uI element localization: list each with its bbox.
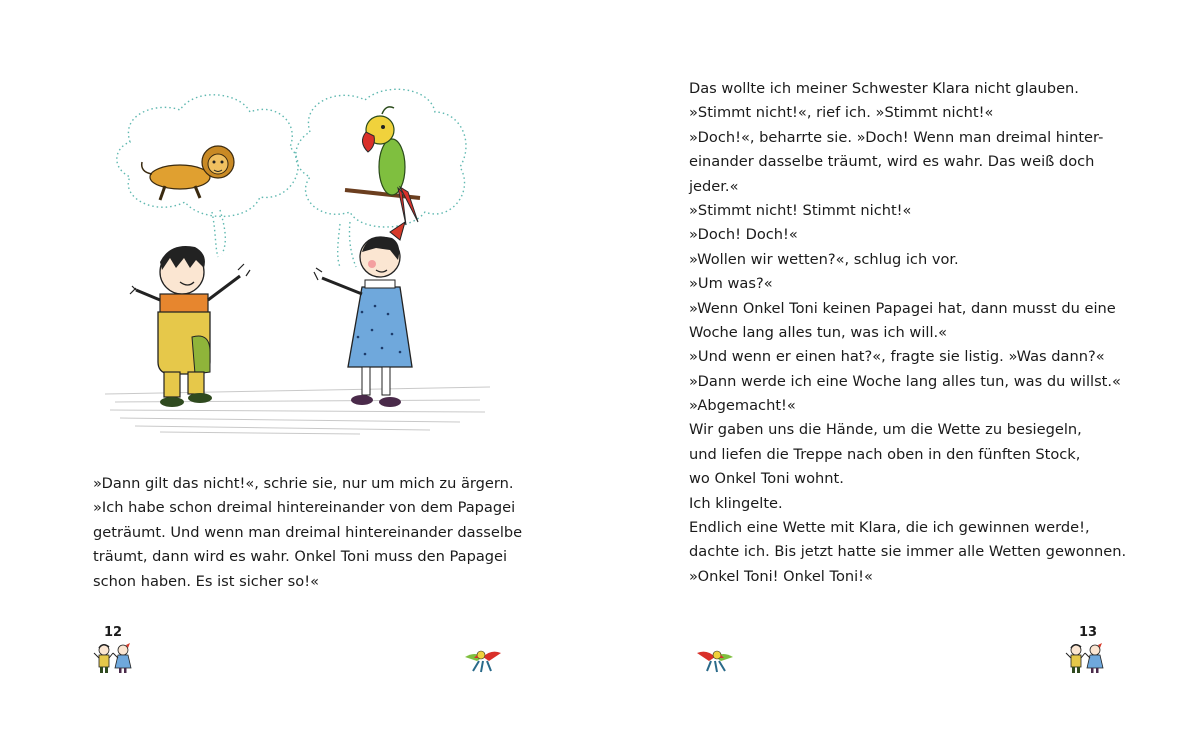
text-line: »Doch! Doch!« bbox=[689, 226, 798, 244]
kids-icon bbox=[91, 641, 137, 675]
parrot-icon bbox=[693, 643, 737, 673]
text-line: Wir gaben uns die Hände, um die Wette zu besiegeln, bbox=[689, 421, 1082, 439]
text-line: »Abgemacht!« bbox=[689, 397, 796, 415]
text-line: Endlich eine Wette mit Klara, die ich gewinnen werde!, bbox=[689, 519, 1090, 537]
children-dreaming-illustration bbox=[100, 82, 500, 447]
text-line: Woche lang alles tun, was ich will.« bbox=[689, 323, 948, 341]
text-line: einander dasselbe träumt, wird es wahr. Das weiß doch bbox=[689, 153, 1095, 171]
text-line: schon haben. Es ist sicher so!« bbox=[93, 572, 319, 590]
text-line: »Wenn Onkel Toni keinen Papagei hat, dann musst du eine bbox=[689, 299, 1116, 317]
text-line: »Dann gilt das nicht!«, schrie sie, nur um mich zu ärgern. bbox=[93, 475, 514, 492]
left-page-text bbox=[93, 472, 522, 594]
text-line: »Onkel Toni! Onkel Toni!« bbox=[689, 567, 873, 585]
text-line: jeder.« bbox=[689, 177, 739, 195]
text-line: »Dann werde ich eine Woche lang alles tun, was du willst.« bbox=[689, 372, 1121, 390]
text-line: »Um was?« bbox=[689, 275, 773, 293]
text-line: träumt, dann wird es wahr. Onkel Toni muss den Papagei bbox=[93, 548, 508, 566]
parrot-icon bbox=[461, 643, 505, 673]
ground-shading bbox=[105, 387, 490, 434]
text-line: und liefen die Treppe nach oben in den fünften Stock, bbox=[689, 445, 1081, 463]
text-line: dachte ich. Bis jetzt hatte sie immer alle Wetten gewonnen. bbox=[689, 543, 1127, 561]
text-line: »Doch!«, beharrte sie. »Doch! Wenn man dreimal hinter- bbox=[689, 128, 1104, 146]
boy-drawing bbox=[130, 246, 250, 407]
text-line: wo Onkel Toni wohnt. bbox=[689, 470, 844, 488]
parrot-drawing bbox=[345, 107, 420, 225]
text-line: »Ich habe schon dreimal hintereinander von dem Papagei bbox=[93, 499, 516, 517]
text-line: Das wollte ich meiner Schwester Klara nicht glauben. bbox=[689, 80, 1079, 97]
text-line: geträumt. Und wenn man dreimal hintereinander dasselbe bbox=[93, 523, 523, 541]
girl-drawing bbox=[314, 222, 412, 407]
text-line: »Wollen wir wetten?«, schlug ich vor. bbox=[689, 250, 959, 268]
text-line: Ich klingelte. bbox=[689, 494, 783, 512]
text-line: »Und wenn er einen hat?«, fragte sie listig. »Was dann?« bbox=[689, 348, 1105, 366]
page-number: 12 bbox=[104, 625, 123, 640]
text-line: »Stimmt nicht!«, rief ich. »Stimmt nicht!« bbox=[689, 104, 994, 122]
text-line: »Stimmt nicht! Stimmt nicht!« bbox=[689, 201, 912, 219]
page-number: 13 bbox=[1079, 625, 1098, 640]
kids-icon bbox=[1063, 641, 1109, 675]
right-page-text bbox=[689, 77, 1126, 589]
lion-drawing bbox=[142, 146, 234, 200]
right-page bbox=[600, 0, 1200, 730]
